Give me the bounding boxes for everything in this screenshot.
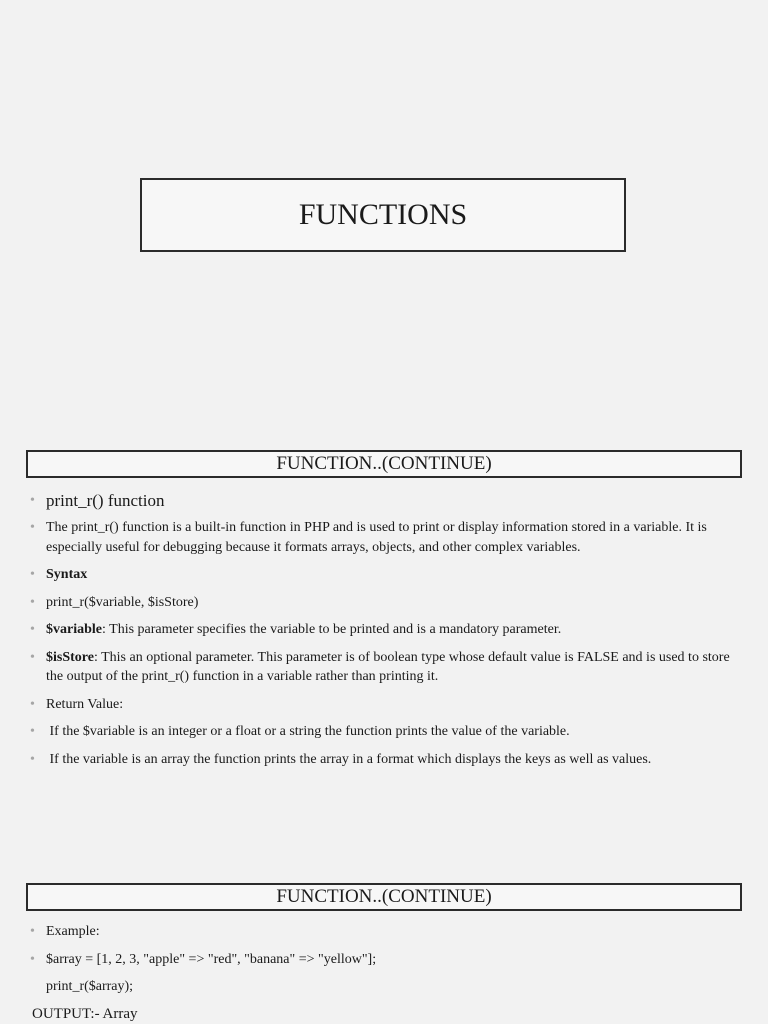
list-item (30, 950, 736, 970)
bullet-text: print_r($variable, $isStore) (46, 594, 199, 610)
section-header (26, 883, 742, 911)
section-header-text: FUNCTION..(CONTINUE) (276, 453, 492, 474)
output-line: OUTPUT:- Array (32, 1006, 138, 1022)
bullet-text: Syntax (46, 567, 88, 582)
bullet-term: $isStore (46, 649, 94, 665)
bullet-text: The print_r() function is a built-in function in PHP and is used to print or display information stored in a variable. It is especially useful for debugging because it formats arrays, objects, and other complex variables. (46, 520, 707, 555)
list-item (30, 490, 736, 512)
slide-title: FUNCTIONS (298, 198, 468, 231)
bullet-text: Return Value: (46, 696, 124, 712)
list-item (30, 518, 736, 557)
list-item (30, 593, 736, 613)
section-header (26, 450, 742, 478)
bullet-text: $array = [1, 2, 3, "apple" => "red", "banana" => "yellow"]; (46, 951, 377, 967)
bullet-list-example (30, 922, 736, 1005)
bullet-text: print_r() function (46, 491, 165, 510)
list-item (30, 722, 736, 742)
bullet-text: : This an optional parameter. This parameter is of boolean type whose default value is FALSE and is used to store the output of the print_r() function in a variable rather than printing it. (46, 649, 730, 684)
bullet-term: $variable (46, 622, 102, 637)
bullet-text: If the variable is an array the function prints the array in a format which displays the keys as well as values. (46, 751, 652, 767)
list-item (30, 977, 736, 997)
bullet-text: : This parameter specifies the variable to be printed and is a mandatory parameter. (102, 622, 562, 637)
list-item (30, 620, 736, 640)
list-item (30, 648, 736, 687)
list-item (30, 695, 736, 715)
code-line: print_r($array); (46, 979, 134, 994)
list-item (30, 750, 736, 770)
bullet-list-print-r (30, 490, 736, 777)
list-item (30, 922, 736, 942)
section-header-text: FUNCTION..(CONTINUE) (276, 886, 492, 907)
list-item (30, 565, 736, 585)
slide-title-box (140, 178, 626, 252)
bullet-text: Example: (46, 924, 100, 939)
bullet-text: If the $variable is an integer or a float or a string the function prints the value of the variable. (46, 724, 570, 739)
